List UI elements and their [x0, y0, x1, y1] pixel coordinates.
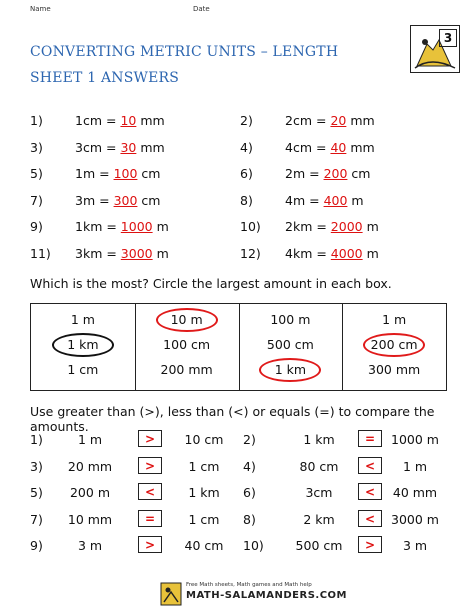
answer-circle	[156, 308, 218, 332]
compare-left-value: 1 m	[77, 432, 103, 447]
conversion-number: 8)	[240, 192, 253, 208]
circle-box-grid	[30, 303, 447, 391]
compare-number: 3)	[30, 458, 43, 474]
circle-box-value: 10 m	[170, 312, 203, 327]
circle-box	[135, 304, 240, 390]
conversion-left: 3km =	[75, 245, 121, 261]
conversion-number: 2)	[240, 113, 253, 128]
conversion-answer: 200	[323, 166, 348, 181]
conversion-answer: 30	[120, 139, 137, 155]
circle-box-value: 100 m	[270, 312, 311, 327]
conversion-answer: 300	[113, 192, 138, 208]
compare-operator-box: <	[358, 457, 382, 474]
compare-left-value: 20 mm	[67, 458, 113, 474]
compare-operator-box: >	[138, 457, 162, 474]
circle-box-value: 200 mm	[160, 362, 213, 377]
compare-right-value: 1 cm	[188, 458, 220, 474]
footer-brand	[160, 581, 347, 607]
circle-box-value: 1 km	[67, 337, 99, 352]
footer-site: MATH-SALAMANDERS.COM	[186, 590, 347, 601]
conversion-answer: 4000	[330, 245, 363, 261]
circle-box-value: 1 cm	[67, 362, 99, 377]
compare-right-value: 1 km	[188, 485, 220, 500]
compare-instruction: Use greater than (>), less than (<) or equals (=) to compare the amounts.	[30, 404, 435, 434]
compare-number: 5)	[30, 485, 43, 500]
compare-number: 10)	[243, 538, 264, 553]
conversion-unit: m	[152, 245, 169, 261]
compare-operator-box: <	[358, 510, 382, 527]
circle-instruction: Which is the most? Circle the largest amount in each box.	[30, 276, 392, 291]
circle-box-value: 200 cm	[370, 337, 418, 352]
compare-left-value: 1 km	[303, 432, 335, 447]
conversion-item	[75, 246, 169, 261]
conversion-unit: m	[362, 245, 379, 261]
conversion-left: 1m =	[75, 166, 114, 181]
logo	[410, 25, 460, 73]
conversion-unit: cm	[347, 166, 371, 181]
circle-box	[31, 304, 136, 390]
conversion-answer: 400	[323, 192, 348, 208]
compare-number: 9)	[30, 538, 43, 553]
circle-box-value: 1 km	[274, 362, 307, 377]
compare-operator-box: <	[358, 483, 382, 500]
conversion-number: 12)	[240, 245, 261, 261]
conversion-item	[285, 166, 370, 181]
compare-left-value: 200 m	[69, 485, 110, 500]
conversion-answer: 3000	[120, 245, 153, 261]
compare-right-value: 1 m	[402, 458, 428, 474]
conversion-answer: 40	[330, 139, 347, 155]
compare-left-value: 2 km	[303, 511, 335, 527]
answer-circle	[363, 333, 425, 357]
answer-circle	[52, 333, 114, 357]
conversion-item	[75, 113, 165, 128]
circle-box-value: 1 m	[70, 312, 95, 327]
compare-right-value: 3 m	[402, 538, 428, 553]
conversion-unit: m	[362, 219, 379, 234]
conversion-left: 4m =	[285, 192, 324, 208]
conversion-number: 3)	[30, 139, 43, 155]
conversion-left: 3m =	[75, 192, 114, 208]
compare-operator-box: >	[138, 536, 162, 553]
circle-box	[342, 304, 446, 390]
conversion-number: 10)	[240, 219, 261, 234]
circle-box-value: 100 cm	[163, 337, 211, 352]
conversion-unit: mm	[136, 139, 165, 155]
compare-number: 4)	[243, 458, 256, 474]
conversion-left: 4km =	[285, 245, 331, 261]
conversion-item	[75, 140, 165, 155]
conversion-number: 9)	[30, 219, 43, 234]
compare-right-value: 1 cm	[188, 511, 220, 527]
circle-box-value: 500 cm	[266, 337, 314, 352]
compare-right-value: 3000 m	[391, 511, 439, 527]
compare-left-value: 3cm	[305, 485, 333, 500]
conversion-item	[285, 246, 379, 261]
conversion-left: 4cm =	[285, 139, 331, 155]
compare-operator-box: >	[138, 430, 162, 447]
compare-number: 7)	[30, 511, 43, 527]
compare-left-value: 10 mm	[67, 511, 113, 527]
conversion-number: 5)	[30, 166, 43, 181]
logo-number: 3	[439, 29, 457, 47]
conversion-answer: 1000	[120, 219, 153, 234]
compare-left-value: 500 cm	[295, 538, 343, 553]
conversion-unit: m	[347, 192, 364, 208]
conversion-number: 11)	[30, 245, 51, 261]
circle-box	[239, 304, 344, 390]
compare-number: 8)	[243, 511, 256, 527]
compare-number: 1)	[30, 432, 43, 447]
footer-tagline: Free Math sheets, Math games and Math help	[186, 582, 312, 588]
conversion-answer: 10	[120, 113, 137, 128]
conversion-left: 3cm =	[75, 139, 121, 155]
compare-right-value: 40 cm	[184, 538, 224, 553]
conversion-unit: mm	[136, 113, 165, 128]
conversion-item	[75, 219, 169, 234]
conversion-item	[285, 219, 379, 234]
conversion-answer: 100	[113, 166, 138, 181]
conversion-unit: m	[152, 219, 169, 234]
answer-circle	[259, 358, 321, 382]
conversion-number: 4)	[240, 139, 253, 155]
compare-right-value: 10 cm	[184, 432, 224, 447]
page-title: CONVERTING METRIC UNITS – LENGTH	[30, 44, 339, 60]
conversion-item	[75, 166, 160, 181]
conversion-answer: 20	[330, 113, 347, 128]
compare-operator-box: =	[138, 510, 162, 527]
conversion-left: 2m =	[285, 166, 324, 181]
page-subtitle: SHEET 1 ANSWERS	[30, 70, 180, 86]
name-label: Name	[30, 5, 51, 13]
compare-left-value: 3 m	[77, 538, 103, 553]
circle-box-value: 1 m	[382, 312, 407, 327]
conversion-item	[285, 113, 375, 128]
compare-right-value: 40 mm	[392, 485, 438, 500]
conversion-number: 7)	[30, 192, 43, 208]
compare-number: 6)	[243, 485, 256, 500]
conversion-left: 1cm =	[75, 113, 121, 128]
conversion-item	[285, 193, 364, 208]
conversion-left: 1km =	[75, 219, 121, 234]
compare-operator-box: <	[138, 483, 162, 500]
compare-left-value: 80 cm	[299, 458, 339, 474]
compare-number: 2)	[243, 432, 256, 447]
conversion-number: 1)	[30, 113, 43, 128]
compare-operator-box: >	[358, 536, 382, 553]
conversion-item	[285, 140, 375, 155]
conversion-answer: 2000	[330, 219, 363, 234]
salamander-footer-icon	[160, 582, 182, 606]
conversion-item	[75, 193, 160, 208]
compare-right-value: 1000 m	[391, 432, 439, 447]
conversion-unit: cm	[137, 192, 161, 208]
conversion-left: 2km =	[285, 219, 331, 234]
conversion-left: 2cm =	[285, 113, 331, 128]
conversion-unit: mm	[346, 113, 375, 128]
conversion-unit: cm	[137, 166, 161, 181]
conversion-unit: mm	[346, 139, 375, 155]
compare-operator-box: =	[358, 430, 382, 447]
circle-box-value: 300 mm	[368, 362, 421, 377]
conversion-number: 6)	[240, 166, 253, 181]
date-label: Date	[193, 5, 210, 13]
